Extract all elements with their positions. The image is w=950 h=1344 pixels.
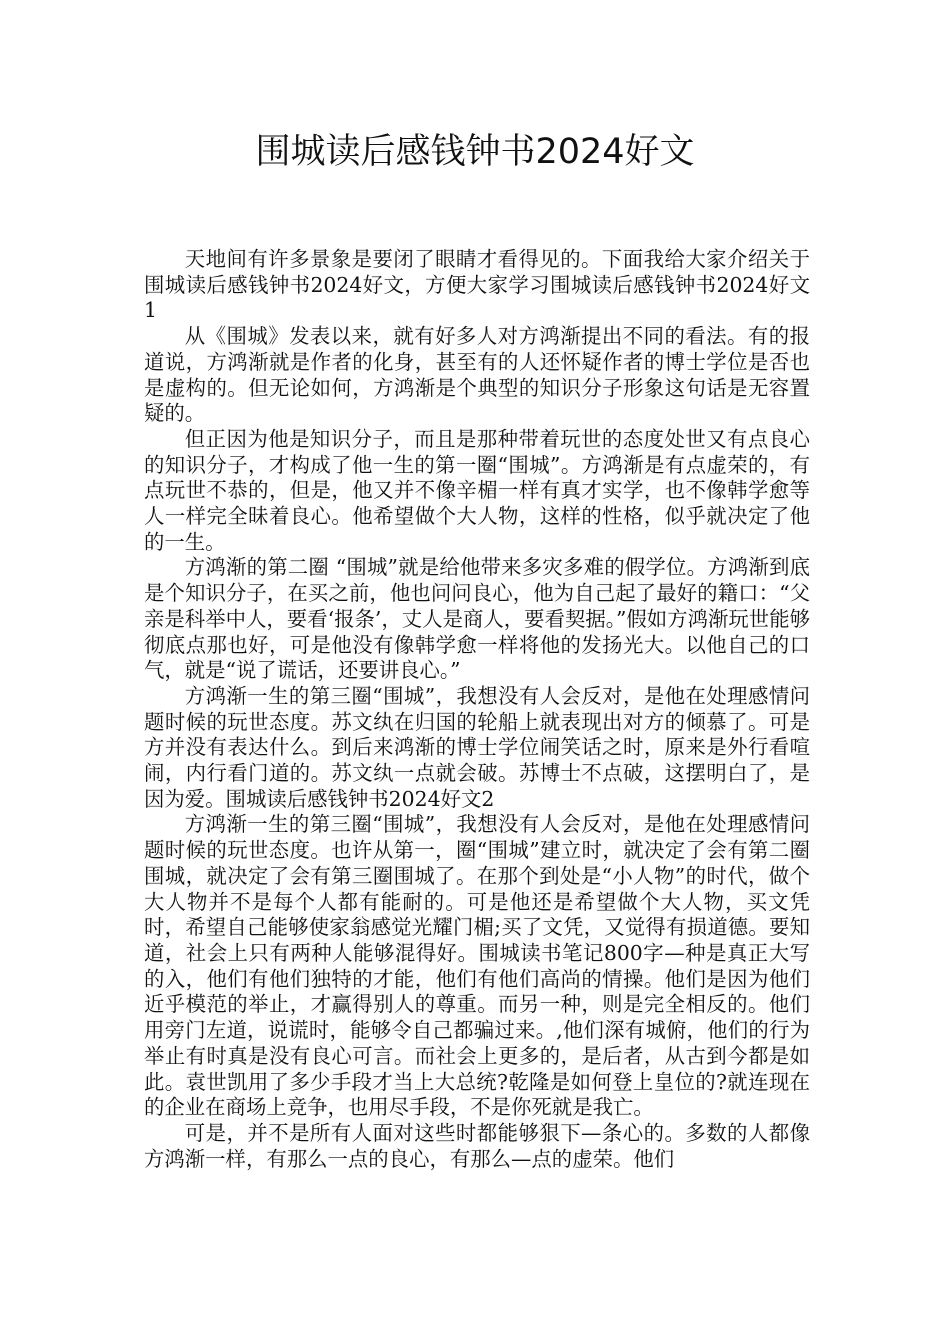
paragraph: 方鸿渐一生的第三圈“围城”，我想没有人会反对，是他在处理感情问题时候的玩世态度。苏文纨在归国的轮船上就表现出对方的倾慕了。可是方并没有表达什么。到后来鸿渐的博士学位闹笑话之时，原来是外行看喧闹，内行看门道的。苏文纨一点就会破。苏博士不点破，这摆明白了，是因为爱。围城读后感钱钟书2024好文2 bbox=[144, 683, 810, 811]
paragraph: 从《围城》发表以来，就有好多人对方鸿渐提出不同的看法。有的报道说，方鸿渐就是作者的化身，甚至有的人还怀疑作者的博士学位是否也是虚构的。但无论如何，方鸿渐是个典型的知识分子形象这句话是无容置疑的。 bbox=[144, 324, 810, 426]
document-title: 围城读后感钱钟书2024好文 bbox=[255, 132, 695, 172]
document-body bbox=[144, 247, 810, 1172]
paragraph: 方鸿渐一生的第三圈“围城”，我想没有人会反对，是他在处理感情问题时候的玩世态度。也许从第一，圈“围城”建立时，就决定了会有第二圈围城，就决定了会有第三圈围城了。在那个到处是“小人物”的时代，做个大人物并不是每个人都有能耐的。可是他还是希望做个大人物，买文凭时，希望自己能够使家翁感觉光耀门楣;买了文凭，又觉得有损道德。要知道，社会上只有两种人能够混得好。围城读书笔记800字—种是真正大写的入，他们有他们独特的才能，他们有他们高尚的情操。他们是因为他们近乎模范的举止，才赢得别人的尊重。而另一种，则是完全相反的。他们用旁门左道，说谎时，能够令自己都骗过来。,他们深有城俯，他们的行为举止有时真是没有良心可言。而社会上更多的，是后者，从古到今都是如此。袁世凯用了多少手段才当上大总统?乾隆是如何登上皇位的?就连现在的企业在商场上竞争，也用尽手段，不是你死就是我亡。 bbox=[144, 812, 810, 1120]
paragraph-intro: 天地间有许多景象是要闭了眼睛才看得见的。下面我给大家介绍关于围城读后感钱钟书2024好文，方便大家学习围城读后感钱钟书2024好文1 bbox=[144, 247, 810, 323]
paragraph: 方鸿渐的第二圈 “围城”就是给他带来多灾多难的假学位。方鸿渐到底是个知识分子，在买之前，他也问问良心，他为自己起了最好的籍口：“父亲是科举中人，要看‘报条’，丈人是商人，要看契据。”假如方鸿渐玩世能够彻底点那也好，可是他没有像韩学愈一样将他的发扬光大。以他自己的口气，就是“说了谎话，还要讲良心。” bbox=[144, 555, 810, 683]
paragraph: 但正因为他是知识分子，而且是那种带着玩世的态度处世又有点良心的知识分子，才构成了他一生的第一圈“围城”。方鸿渐是有点虚荣的，有点玩世不恭的，但是，他又并不像辛楣一样有真才实学，也不像韩学愈等人一样完全昧着良心。他希望做个大人物，这样的性格，似乎就决定了他的一生。 bbox=[144, 426, 810, 554]
paragraph: 可是，并不是所有人面对这些时都能够狠下—条心的。多数的人都像方鸿渐一样，有那么一点的良心，有那么—点的虚荣。他们 bbox=[144, 1120, 810, 1171]
